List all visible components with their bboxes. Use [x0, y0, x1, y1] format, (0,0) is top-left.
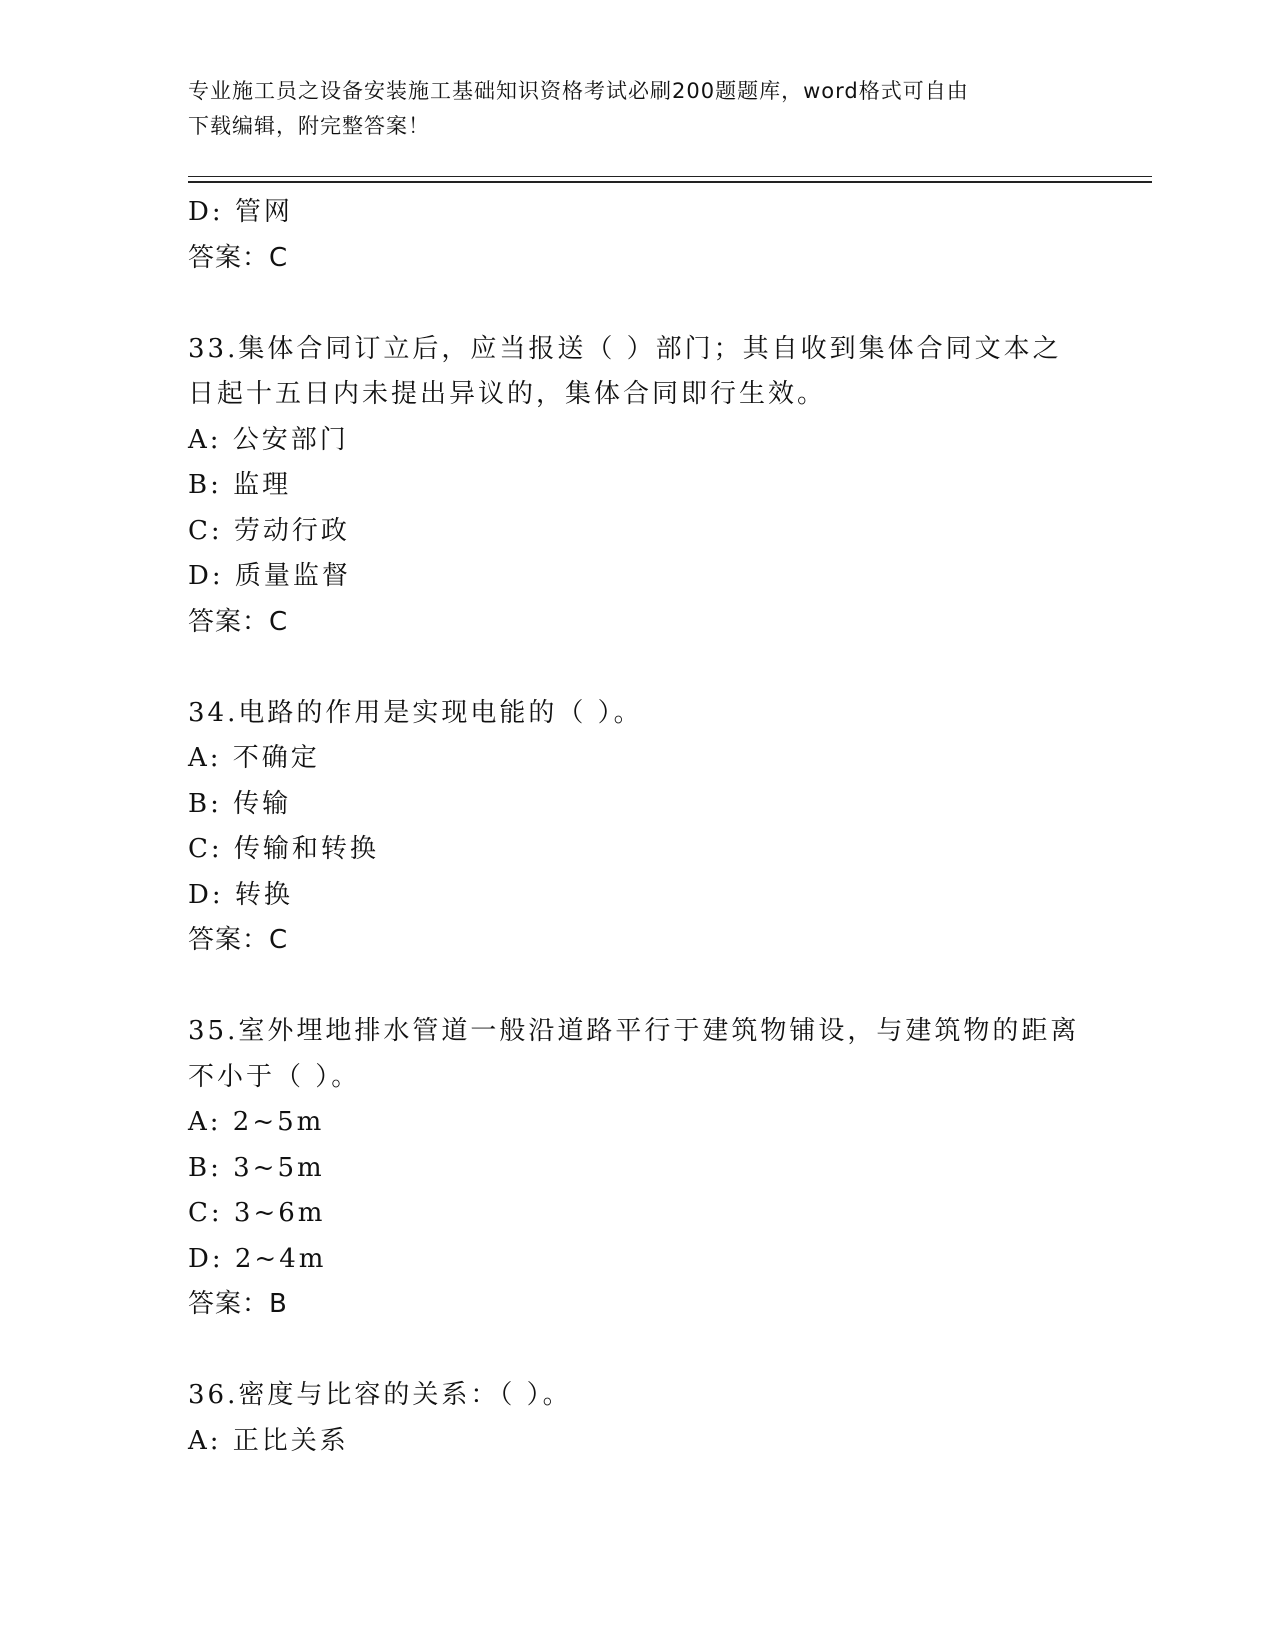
document-body	[188, 190, 1088, 1464]
answer-line: 答案：C	[188, 925, 289, 955]
option-d: D: 质量监督	[188, 561, 351, 591]
question-block-34	[188, 691, 1088, 964]
header-divider-thin	[188, 176, 1152, 177]
question-stem-line: 不小于（ ）。	[188, 1061, 361, 1092]
answer-line: 答案：C	[188, 606, 289, 637]
option-a: A: 正比关系	[188, 1425, 349, 1456]
spacer	[188, 645, 1088, 691]
option-a: A: 不确定	[188, 743, 320, 773]
option-a: A: 公安部门	[188, 424, 349, 455]
question-stem-line: 35.室外埋地排水管道一般沿道路平行于建筑物铺设，与建筑物的距离	[188, 1016, 1080, 1046]
header-divider-thick	[188, 181, 1152, 183]
option-d: D: 转换	[188, 879, 293, 910]
option-b: B: 监理	[188, 470, 292, 500]
option-c: C: 3~6m	[188, 1198, 326, 1228]
option-d: D: 管网	[188, 197, 293, 227]
document-header	[188, 74, 1088, 144]
question-block-35	[188, 1009, 1088, 1328]
answer-line: 答案：C	[188, 242, 289, 273]
answer-line: 答案：B	[188, 1289, 288, 1319]
option-c: C: 劳动行政	[188, 515, 350, 546]
option-d: D: 2~4m	[188, 1243, 327, 1274]
spacer	[188, 281, 1088, 327]
question-stem-line: 日起十五日内未提出异议的，集体合同即行生效。	[188, 379, 827, 409]
question-block-36	[188, 1373, 1088, 1464]
option-c: C: 传输和转换	[188, 834, 379, 864]
option-a: A: 2~5m	[188, 1107, 325, 1137]
question-stem-line: 33.集体合同订立后，应当报送（ ）部门；其自收到集体合同文本之	[188, 333, 1062, 364]
question-block-33	[188, 327, 1088, 646]
option-b: B: 3~5m	[188, 1152, 325, 1183]
question-stem-line: 36.密度与比容的关系：（ ）。	[188, 1380, 572, 1410]
question-stem-line: 34.电路的作用是实现电能的（ ）。	[188, 697, 643, 728]
header-line-2: 下载编辑，附完整答案！	[188, 114, 430, 138]
option-b: B: 传输	[188, 788, 292, 819]
header-line-1: 专业施工员之设备安装施工基础知识资格考试必刷200题题库，word格式可自由	[188, 79, 969, 103]
question-block-prev	[188, 190, 1088, 281]
spacer	[188, 1328, 1088, 1374]
spacer	[188, 964, 1088, 1010]
